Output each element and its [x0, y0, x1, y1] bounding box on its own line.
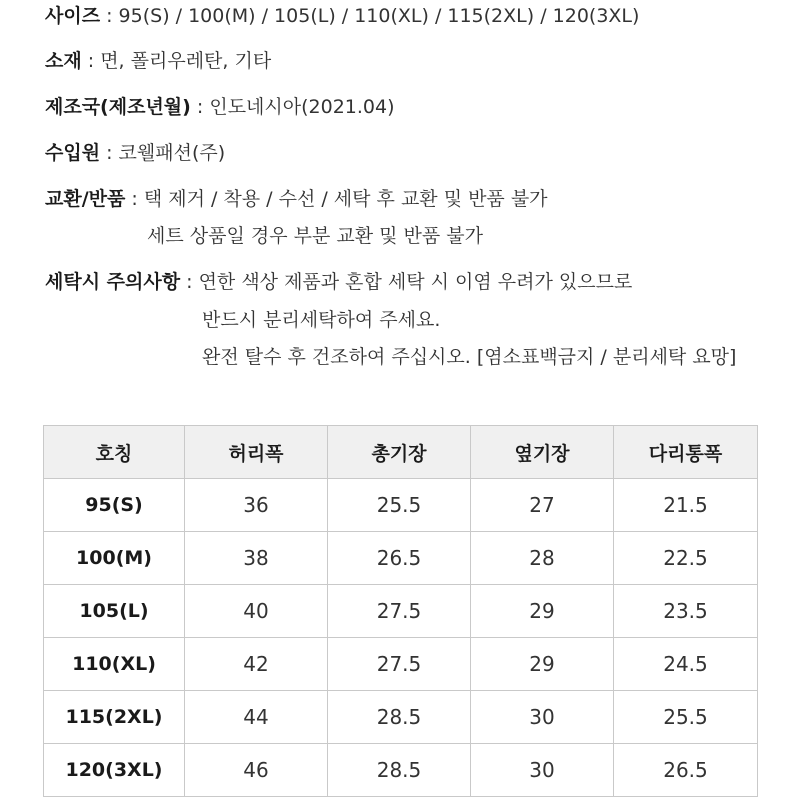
material-value: : 면, 폴리우레탄, 기타 — [81, 50, 272, 72]
size-cell: 110(XL) — [44, 638, 185, 691]
material-label: 소재 — [45, 50, 82, 72]
waist-cell: 42 — [185, 638, 328, 691]
exchange-label: 교환/반품 — [45, 188, 126, 210]
side-length-cell: 29 — [471, 585, 614, 638]
exchange-value: : 택 제거 / 착용 / 수선 / 세탁 후 교환 및 반품 불가 — [125, 188, 548, 210]
leg-width-cell: 25.5 — [614, 691, 758, 744]
header-cell-side-length: 옆기장 — [471, 426, 614, 479]
header-cell-designation: 호칭 — [44, 426, 185, 479]
table-row — [44, 691, 758, 744]
importer-value: : 코웰패션(주) — [100, 142, 226, 164]
table-row — [44, 532, 758, 585]
size-cell: 105(L) — [44, 585, 185, 638]
waist-cell: 40 — [185, 585, 328, 638]
total-length-cell: 25.5 — [328, 479, 471, 532]
header-cell-waist: 허리폭 — [185, 426, 328, 479]
washing-line2: 반드시 분리세탁하여 주세요. — [202, 309, 441, 331]
exchange-info — [45, 186, 548, 212]
table-row — [44, 638, 758, 691]
waist-cell: 36 — [185, 479, 328, 532]
side-length-cell: 27 — [471, 479, 614, 532]
waist-cell: 46 — [185, 744, 328, 797]
side-length-cell: 29 — [471, 638, 614, 691]
size-cell: 115(2XL) — [44, 691, 185, 744]
washing-note: [염소표백금지 / 분리세탁 요망] — [476, 346, 737, 368]
leg-width-cell: 21.5 — [614, 479, 758, 532]
washing-line3 — [202, 344, 736, 370]
header-cell-total-length: 총기장 — [328, 426, 471, 479]
side-length-cell: 28 — [471, 532, 614, 585]
total-length-cell: 27.5 — [328, 585, 471, 638]
side-length-cell: 30 — [471, 691, 614, 744]
table-header-row — [44, 426, 758, 479]
total-length-cell: 28.5 — [328, 691, 471, 744]
material-info — [45, 48, 271, 74]
washing-label: 세탁시 주의사항 — [45, 271, 181, 293]
size-label: 사이즈 — [45, 5, 101, 27]
exchange-line2: 세트 상품일 경우 부분 교환 및 반품 불가 — [147, 225, 483, 247]
header-cell-leg-width: 다리통폭 — [614, 426, 758, 479]
importer-info — [45, 140, 225, 166]
leg-width-cell: 24.5 — [614, 638, 758, 691]
size-cell: 120(3XL) — [44, 744, 185, 797]
size-info — [45, 3, 639, 29]
origin-info — [45, 94, 395, 120]
table-row — [44, 744, 758, 797]
waist-cell: 44 — [185, 691, 328, 744]
side-length-cell: 30 — [471, 744, 614, 797]
size-cell: 95(S) — [44, 479, 185, 532]
origin-label: 제조국(제조년월) — [45, 96, 191, 118]
total-length-cell: 28.5 — [328, 744, 471, 797]
origin-value: : 인도네시아(2021.04) — [190, 96, 395, 118]
total-length-cell: 27.5 — [328, 638, 471, 691]
size-table — [43, 425, 758, 797]
washing-info — [45, 269, 632, 295]
total-length-cell: 26.5 — [328, 532, 471, 585]
table-row — [44, 585, 758, 638]
size-value: : 95(S) / 100(M) / 105(L) / 110(XL) / 115(2XL) / 120(3XL) — [100, 5, 640, 27]
leg-width-cell: 26.5 — [614, 744, 758, 797]
leg-width-cell: 23.5 — [614, 585, 758, 638]
size-cell: 100(M) — [44, 532, 185, 585]
washing-line3-text: 완전 탈수 후 건조하여 주십시오. — [202, 346, 477, 368]
waist-cell: 38 — [185, 532, 328, 585]
table-row — [44, 479, 758, 532]
washing-value: : 연한 색상 제품과 혼합 세탁 시 이염 우려가 있으므로 — [180, 271, 633, 293]
importer-label: 수입원 — [45, 142, 101, 164]
leg-width-cell: 22.5 — [614, 532, 758, 585]
